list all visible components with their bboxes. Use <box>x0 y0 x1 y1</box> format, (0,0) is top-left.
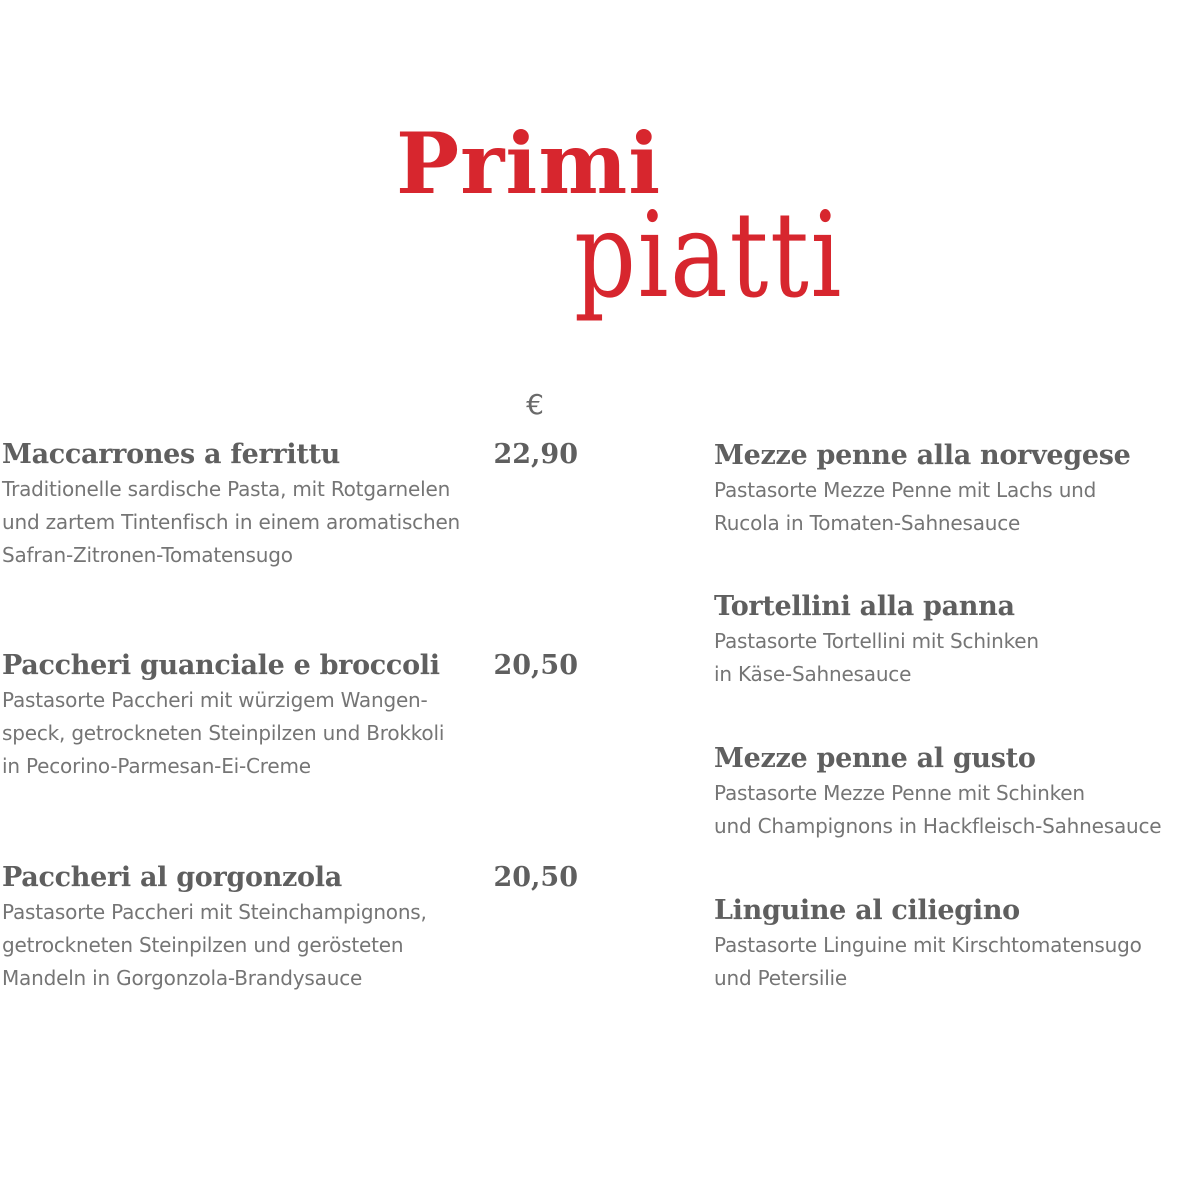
item-price: 22,90 <box>493 439 578 470</box>
menu-title-primi: Primi <box>396 114 662 213</box>
item-description-line: in Pecorino-Parmesan-Ei-Creme <box>2 754 311 778</box>
menu-item-maccarrones <box>2 437 492 572</box>
item-description-line: Mandeln in Gorgonzola-Brandysauce <box>2 966 363 990</box>
menu-item-paccheri-guanciale <box>2 648 492 783</box>
menu-item-paccheri-gorgonzola <box>2 860 492 995</box>
currency-symbol: € <box>526 388 544 421</box>
item-price: 20,50 <box>493 862 578 893</box>
item-description-line: Pastasorte Tortellini mit Schinken <box>714 629 1039 653</box>
menu-item-mezze-penne-norvegese <box>714 438 1196 540</box>
menu-item-linguine-ciliegino <box>714 893 1196 995</box>
item-description-line: Traditionelle sardische Pasta, mit Rotgarnelen <box>2 477 451 501</box>
item-description-line: Pastasorte Mezze Penne mit Schinken <box>714 781 1085 805</box>
item-description-line: Safran-Zitronen-Tomatensugo <box>2 543 293 567</box>
item-description-line: getrockneten Steinpilzen und gerösteten <box>2 933 404 957</box>
item-description-line: Pastasorte Paccheri mit würzigem Wangen- <box>2 688 428 712</box>
item-name: Linguine al ciliegino <box>714 895 1020 926</box>
item-name: Paccheri al gorgonzola <box>2 862 342 893</box>
menu-item-tortellini-panna <box>714 589 1196 691</box>
menu-title-piatti: piatti <box>574 186 844 324</box>
item-name: Maccarrones a ferrittu <box>2 439 340 470</box>
item-name: Tortellini alla panna <box>714 591 1015 622</box>
item-name: Mezze penne al gusto <box>714 743 1036 774</box>
item-name: Mezze penne alla norvegese <box>714 440 1131 471</box>
item-description-line: Rucola in Tomaten-Sahnesauce <box>714 511 1021 535</box>
item-description-line: und zartem Tintenfisch in einem aromatischen <box>2 510 461 534</box>
menu-item-mezze-penne-gusto <box>714 741 1196 843</box>
item-price: 20,50 <box>493 650 578 681</box>
item-name: Paccheri guanciale e broccoli <box>2 650 440 681</box>
item-description-line: und Champignons in Hackfleisch-Sahnesauce <box>714 814 1162 838</box>
item-description-line: Pastasorte Paccheri mit Steinchampignons, <box>2 900 427 924</box>
item-description-line: Pastasorte Linguine mit Kirschtomatensugo <box>714 933 1142 957</box>
item-description-line: Pastasorte Mezze Penne mit Lachs und <box>714 478 1097 502</box>
item-description-line: in Käse-Sahnesauce <box>714 662 912 686</box>
item-description-line: speck, getrockneten Steinpilzen und Brokkoli <box>2 721 445 745</box>
item-description-line: und Petersilie <box>714 966 848 990</box>
